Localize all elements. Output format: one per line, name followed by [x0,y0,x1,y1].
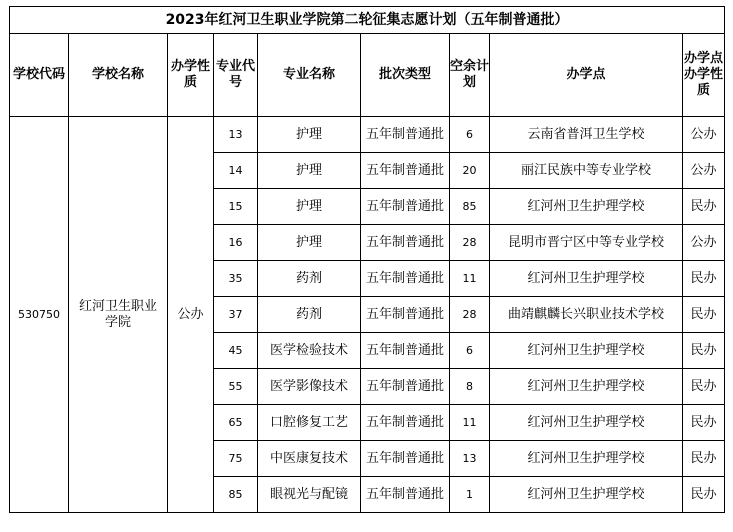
school-name-cell: 红河卫生职业学院 [69,117,168,513]
table-title: 2023年红河卫生职业学院第二轮征集志愿计划（五年制普通批） [10,7,725,34]
header-school-nature: 办学性质 [168,34,214,117]
major-name-cell: 眼视光与配镜 [258,477,361,513]
vacancies-cell: 28 [450,297,490,333]
header-vacancies: 空余计划 [450,34,490,117]
location-nature-cell: 民办 [683,261,725,297]
location-nature-cell: 公办 [683,117,725,153]
batch-type-cell: 五年制普通批 [361,225,450,261]
major-code-cell: 13 [214,117,258,153]
location-cell: 红河州卫生护理学校 [490,477,683,513]
location-nature-cell: 民办 [683,405,725,441]
header-location: 办学点 [490,34,683,117]
location-nature-cell: 民办 [683,333,725,369]
batch-type-cell: 五年制普通批 [361,405,450,441]
major-name-cell: 医学检验技术 [258,333,361,369]
major-name-cell: 药剂 [258,261,361,297]
location-nature-cell: 民办 [683,297,725,333]
location-cell: 昆明市晋宁区中等专业学校 [490,225,683,261]
major-name-cell: 护理 [258,117,361,153]
major-name-cell: 中医康复技术 [258,441,361,477]
location-nature-cell: 公办 [683,153,725,189]
header-major-code: 专业代号 [214,34,258,117]
vacancies-cell: 11 [450,261,490,297]
vacancies-cell: 11 [450,405,490,441]
location-cell: 红河州卫生护理学校 [490,405,683,441]
location-nature-cell: 民办 [683,369,725,405]
major-code-cell: 35 [214,261,258,297]
vacancies-cell: 28 [450,225,490,261]
vacancies-cell: 6 [450,117,490,153]
batch-type-cell: 五年制普通批 [361,333,450,369]
location-cell: 红河州卫生护理学校 [490,189,683,225]
major-code-cell: 75 [214,441,258,477]
major-name-cell: 护理 [258,153,361,189]
school-nature-cell: 公办 [168,117,214,513]
vacancies-cell: 1 [450,477,490,513]
header-location-nature: 办学点办学性质 [683,34,725,117]
vacancies-cell: 85 [450,189,490,225]
table-row [10,117,725,153]
location-nature-cell: 民办 [683,477,725,513]
location-cell: 红河州卫生护理学校 [490,333,683,369]
batch-type-cell: 五年制普通批 [361,153,450,189]
major-name-cell: 护理 [258,225,361,261]
header-school-code: 学校代码 [10,34,69,117]
location-cell: 红河州卫生护理学校 [490,369,683,405]
school-code-cell: 530750 [10,117,69,513]
major-name-cell: 医学影像技术 [258,369,361,405]
location-nature-cell: 民办 [683,189,725,225]
location-cell: 云南省普洱卫生学校 [490,117,683,153]
enrollment-plan-table [9,6,725,513]
batch-type-cell: 五年制普通批 [361,189,450,225]
location-nature-cell: 公办 [683,225,725,261]
batch-type-cell: 五年制普通批 [361,477,450,513]
major-code-cell: 65 [214,405,258,441]
vacancies-cell: 13 [450,441,490,477]
major-name-cell: 口腔修复工艺 [258,405,361,441]
header-batch-type: 批次类型 [361,34,450,117]
header-major-name: 专业名称 [258,34,361,117]
location-nature-cell: 民办 [683,441,725,477]
major-code-cell: 37 [214,297,258,333]
major-code-cell: 55 [214,369,258,405]
batch-type-cell: 五年制普通批 [361,441,450,477]
major-code-cell: 14 [214,153,258,189]
batch-type-cell: 五年制普通批 [361,117,450,153]
vacancies-cell: 20 [450,153,490,189]
major-name-cell: 药剂 [258,297,361,333]
vacancies-cell: 6 [450,333,490,369]
header-school-name: 学校名称 [69,34,168,117]
major-code-cell: 85 [214,477,258,513]
location-cell: 红河州卫生护理学校 [490,441,683,477]
major-name-cell: 护理 [258,189,361,225]
location-cell: 红河州卫生护理学校 [490,261,683,297]
batch-type-cell: 五年制普通批 [361,297,450,333]
major-code-cell: 16 [214,225,258,261]
location-cell: 曲靖麒麟长兴职业技术学校 [490,297,683,333]
location-cell: 丽江民族中等专业学校 [490,153,683,189]
major-code-cell: 45 [214,333,258,369]
header-row [10,34,725,117]
batch-type-cell: 五年制普通批 [361,369,450,405]
vacancies-cell: 8 [450,369,490,405]
batch-type-cell: 五年制普通批 [361,261,450,297]
major-code-cell: 15 [214,189,258,225]
